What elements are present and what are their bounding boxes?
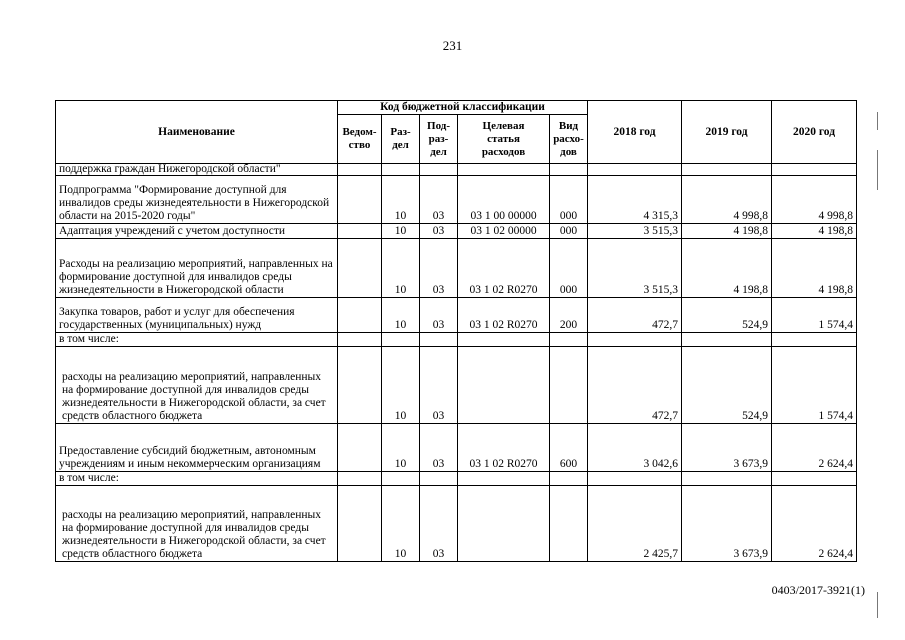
row-value-2019 — [682, 472, 772, 486]
row-value-2018: 3 515,3 — [588, 224, 682, 239]
row-expense-type — [550, 486, 588, 562]
row-subsection: 03 — [420, 486, 458, 562]
row-value-2020 — [772, 164, 857, 176]
row-department — [338, 224, 382, 239]
row-expense-type: 000 — [550, 224, 588, 239]
row-name: Расходы на реализацию мероприятий, направленных на формирование доступной для инвалидов среды жизнедеятельности в Нижегородской области — [56, 239, 338, 298]
row-section: 10 — [382, 224, 420, 239]
row-name: Предоставление субсидий бюджетным, автономным учреждениям и иным некоммерческим организациям — [56, 424, 338, 472]
row-value-2019: 3 673,9 — [682, 486, 772, 562]
row-target-item: 03 1 02 R0270 — [458, 424, 550, 472]
row-value-2018 — [588, 333, 682, 347]
row-value-2020 — [772, 333, 857, 347]
row-section: 10 — [382, 486, 420, 562]
row-name: Подпрограмма "Формирование доступной для инвалидов среды жизнедеятельности в Нижегородской области на 2015-2020 годы" — [56, 176, 338, 224]
row-name: расходы на реализацию мероприятий, направленных на формирование доступной для инвалидов среды жизнедеятельности в Нижегородской области, за счет средств областного бюджета — [56, 347, 338, 424]
row-name: поддержка граждан Нижегородской области" — [56, 164, 338, 176]
row-section: 10 — [382, 347, 420, 424]
table-header — [56, 101, 857, 164]
row-target-item: 03 1 02 R0270 — [458, 298, 550, 333]
table-row — [56, 224, 857, 239]
row-section — [382, 333, 420, 347]
row-target-item: 03 1 02 R0270 — [458, 239, 550, 298]
row-target-item — [458, 333, 550, 347]
row-name: Закупка товаров, работ и услуг для обеспечения государственных (муниципальных) нужд — [56, 298, 338, 333]
header-name: Наименование — [56, 101, 338, 164]
row-value-2019: 4 998,8 — [682, 176, 772, 224]
scan-edge-mark — [877, 150, 878, 190]
table-row — [56, 424, 857, 472]
table-row — [56, 333, 857, 347]
row-value-2019: 524,9 — [682, 298, 772, 333]
row-name: расходы на реализацию мероприятий, направленных на формирование доступной для инвалидов среды жизнедеятельности в Нижегородской области, за счет средств областного бюджета — [56, 486, 338, 562]
row-expense-type — [550, 472, 588, 486]
header-target-item: Целевая статья расходов — [458, 115, 550, 164]
row-target-item — [458, 472, 550, 486]
row-value-2020: 1 574,4 — [772, 347, 857, 424]
row-value-2018: 4 315,3 — [588, 176, 682, 224]
row-department — [338, 298, 382, 333]
header-budget-code: Код бюджетной классификации — [338, 101, 588, 115]
row-subsection: 03 — [420, 239, 458, 298]
row-name: Адаптация учреждений с учетом доступности — [56, 224, 338, 239]
row-department — [338, 164, 382, 176]
row-target-item — [458, 164, 550, 176]
row-expense-type: 000 — [550, 239, 588, 298]
row-target-item: 03 1 00 00000 — [458, 176, 550, 224]
row-name: в том числе: — [56, 333, 338, 347]
row-subsection — [420, 164, 458, 176]
row-value-2018: 472,7 — [588, 298, 682, 333]
row-value-2019: 4 198,8 — [682, 239, 772, 298]
row-value-2019: 524,9 — [682, 347, 772, 424]
page-number: 231 — [442, 38, 463, 53]
row-section — [382, 472, 420, 486]
row-target-item — [458, 486, 550, 562]
scan-edge-mark — [877, 112, 878, 130]
row-value-2020: 4 998,8 — [772, 176, 857, 224]
row-value-2018: 472,7 — [588, 347, 682, 424]
table-row — [56, 347, 857, 424]
document-code: 0403/2017-3921(1) — [771, 583, 865, 597]
row-department — [338, 239, 382, 298]
scan-edge-mark — [877, 592, 878, 618]
row-value-2020 — [772, 472, 857, 486]
table-body — [56, 164, 857, 562]
row-value-2019 — [682, 333, 772, 347]
row-department — [338, 176, 382, 224]
row-value-2020: 1 574,4 — [772, 298, 857, 333]
table-row — [56, 239, 857, 298]
row-value-2018: 3 515,3 — [588, 239, 682, 298]
table-row — [56, 176, 857, 224]
header-subsection: Под- раз- дел — [420, 115, 458, 164]
header-expense-type: Вид расхо- дов — [550, 115, 588, 164]
row-department — [338, 333, 382, 347]
row-subsection — [420, 472, 458, 486]
row-value-2018: 2 425,7 — [588, 486, 682, 562]
header-section: Раз- дел — [382, 115, 420, 164]
table-row — [56, 472, 857, 486]
row-section: 10 — [382, 239, 420, 298]
header-department: Ведом- ство — [338, 115, 382, 164]
row-value-2018 — [588, 472, 682, 486]
row-subsection: 03 — [420, 224, 458, 239]
row-target-item — [458, 347, 550, 424]
row-department — [338, 472, 382, 486]
row-subsection: 03 — [420, 176, 458, 224]
row-value-2019 — [682, 164, 772, 176]
row-value-2018: 3 042,6 — [588, 424, 682, 472]
row-section: 10 — [382, 176, 420, 224]
row-value-2020: 4 198,8 — [772, 224, 857, 239]
row-expense-type — [550, 347, 588, 424]
row-value-2020: 4 198,8 — [772, 239, 857, 298]
row-section — [382, 164, 420, 176]
row-value-2020: 2 624,4 — [772, 486, 857, 562]
row-subsection: 03 — [420, 298, 458, 333]
table-row — [56, 298, 857, 333]
row-expense-type: 600 — [550, 424, 588, 472]
row-value-2018 — [588, 164, 682, 176]
row-value-2019: 4 198,8 — [682, 224, 772, 239]
table-row — [56, 486, 857, 562]
row-expense-type — [550, 164, 588, 176]
row-section: 10 — [382, 298, 420, 333]
row-target-item: 03 1 02 00000 — [458, 224, 550, 239]
header-2020: 2020 год — [772, 101, 857, 164]
row-subsection: 03 — [420, 424, 458, 472]
row-section: 10 — [382, 424, 420, 472]
row-expense-type — [550, 333, 588, 347]
row-department — [338, 486, 382, 562]
row-value-2020: 2 624,4 — [772, 424, 857, 472]
row-subsection: 03 — [420, 347, 458, 424]
row-value-2019: 3 673,9 — [682, 424, 772, 472]
header-2019: 2019 год — [682, 101, 772, 164]
table-row — [56, 164, 857, 176]
budget-table — [55, 100, 857, 562]
row-name: в том числе: — [56, 472, 338, 486]
header-2018: 2018 год — [588, 101, 682, 164]
row-department — [338, 424, 382, 472]
row-expense-type: 000 — [550, 176, 588, 224]
row-subsection — [420, 333, 458, 347]
row-department — [338, 347, 382, 424]
row-expense-type: 200 — [550, 298, 588, 333]
